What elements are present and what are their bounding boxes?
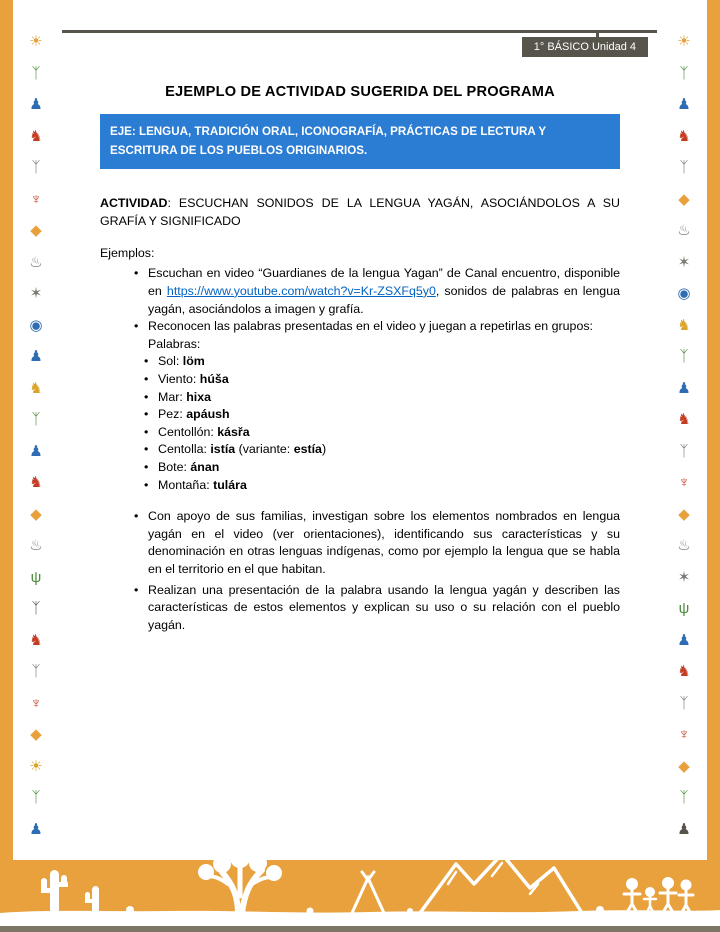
examples-heading: Ejemplos:	[100, 246, 155, 261]
fox-icon: ♞	[677, 411, 691, 429]
right-orange-border	[707, 0, 720, 932]
spiral-icon: ◉	[677, 285, 691, 303]
pot-icon: ♨	[29, 537, 43, 555]
presentation-bullet: • Realizan una presentación de la palabra usando la lengua yagán y describen las características de estos elementos y explican su uso o su relación con el pueblo yagán.	[148, 582, 620, 635]
family-bullet: • Con apoyo de sus familias, investigan sobre los elementos nombrados en lengua yagán en el video (ver orientaciones), identificando sus características y su denominación en otras lenguas indígenas, como por ejemplo la lengua que se habla en el territorio en el que habitan.	[148, 508, 620, 578]
video-bullet	[148, 265, 620, 318]
word-item: • Centolla: istía (variante: estía)	[158, 441, 620, 459]
youtube-link[interactable]: https://www.youtube.com/watch?v=Kr-ZSXFq5y0	[166, 283, 436, 298]
fox-icon: ♞	[29, 631, 43, 649]
pot-icon: ♨	[677, 537, 691, 555]
recognize-bullet	[148, 318, 620, 494]
figure-icon: ᛉ	[31, 159, 41, 177]
sun-icon: ☀	[29, 33, 43, 50]
fox-icon: ♞	[677, 663, 691, 681]
person-icon: ♟	[29, 442, 43, 460]
main-content	[100, 84, 620, 635]
bird-icon: ♆	[678, 726, 690, 744]
video-bullet-text-before: Escuchan en video “Guardianes de la lengua Yagan” de Canal encuentro, disponible en	[148, 266, 620, 298]
word-item: • Viento: húša	[158, 371, 620, 389]
person-icon: ♟	[677, 96, 691, 114]
fox-icon: ♞	[29, 474, 43, 492]
figure-icon: ᛉ	[31, 663, 41, 681]
star-icon: ✶	[677, 568, 691, 586]
left-orange-border	[0, 0, 13, 932]
person-icon: ♟	[677, 631, 691, 649]
lizard-icon: ᛉ	[679, 789, 689, 807]
diamond-icon: ◆	[30, 726, 42, 744]
bird-icon: ♆	[678, 474, 690, 492]
hut-silhouette	[352, 872, 384, 913]
lizard-icon: ᛉ	[31, 64, 41, 82]
header-rule	[62, 30, 657, 33]
lizard-icon: ᛉ	[31, 789, 41, 807]
video-bullet-text-after: , sonidos de palabras en lengua yagán, asociándolos a imagen y grafía.	[148, 283, 620, 316]
words-label: Palabras:	[148, 336, 201, 351]
word-list	[148, 353, 620, 494]
diamond-icon: ◆	[678, 190, 690, 208]
footer-illustration	[0, 860, 720, 932]
sun-icon: ☀	[677, 33, 691, 50]
ground-silhouette	[0, 910, 720, 926]
word-item: • Sol: löm	[158, 353, 620, 371]
diamond-icon: ◆	[30, 222, 42, 240]
bottom-bar	[0, 926, 720, 932]
recognize-bullet-text: Reconocen las palabras presentadas en el video y juegan a repetirlas en grupos:	[148, 319, 593, 334]
diamond-icon: ◆	[678, 757, 690, 775]
figure-icon: ᛉ	[679, 694, 689, 712]
left-icon-column	[13, 34, 59, 837]
activity-text: : ESCUCHAN SONIDOS DE LA LENGUA YAGÁN, ASOCIÁNDOLOS A SU GRAFÍA Y SIGNIFICADO	[100, 196, 620, 228]
cactus-icon: ψ	[678, 600, 690, 618]
word-item: • Pez: apáush	[158, 406, 620, 424]
landscape-svg	[0, 826, 720, 926]
pot-icon: ♨	[677, 222, 691, 240]
person-icon: ♟	[677, 379, 691, 397]
figure-icon: ᛉ	[679, 442, 689, 460]
cactus-silhouette	[41, 870, 99, 914]
word-item: • Bote: ánan	[158, 459, 620, 477]
word-item: • Montaña: tulára	[158, 477, 620, 495]
examples-list	[100, 265, 620, 634]
figure-icon: ᛉ	[679, 159, 689, 177]
bird-silhouette	[318, 839, 580, 846]
llama-icon: ♞	[29, 379, 43, 397]
mountains-silhouette	[420, 854, 582, 913]
star-icon: ✶	[677, 253, 691, 271]
figure-icon: ᛉ	[31, 600, 41, 618]
unit-badge: 1° BÁSICO Unidad 4	[522, 37, 648, 57]
star-icon: ✶	[29, 285, 43, 303]
people-silhouette	[624, 879, 693, 915]
word-item: • Centollón: kásřa	[158, 424, 620, 442]
sun-icon: ☀	[29, 757, 43, 775]
lizard-icon: ᛉ	[31, 411, 41, 429]
llama-icon: ♞	[677, 316, 691, 334]
diamond-icon: ◆	[30, 505, 42, 523]
word-item: • Mar: hixa	[158, 389, 620, 407]
fox-icon: ♞	[677, 127, 691, 145]
person-icon: ♟	[677, 820, 691, 838]
page-title: EJEMPLO DE ACTIVIDAD SUGERIDA DEL PROGRAMA	[165, 84, 555, 100]
lizard-icon: ᛉ	[679, 64, 689, 82]
spiral-icon: ◉	[29, 316, 43, 334]
person-icon: ♟	[29, 96, 43, 114]
right-icon-column	[661, 34, 707, 837]
cactus-icon: ψ	[30, 568, 42, 586]
tree-silhouette	[206, 866, 276, 914]
activity-paragraph	[100, 195, 620, 230]
person-icon: ♟	[29, 820, 43, 838]
bird-icon: ♆	[30, 694, 42, 712]
diamond-icon: ◆	[678, 505, 690, 523]
pot-icon: ♨	[29, 253, 43, 271]
activity-label: ACTIVIDAD	[100, 196, 168, 211]
person-icon: ♟	[29, 348, 43, 366]
fox-icon: ♞	[29, 127, 43, 145]
lizard-icon: ᛉ	[679, 348, 689, 366]
eje-banner: EJE: LENGUA, TRADICIÓN ORAL, ICONOGRAFÍA, PRÁCTICAS DE LECTURA Y ESCRITURA DE LOS PUEBLOS ORIGINARIOS.	[100, 114, 620, 169]
bird-icon: ♆	[30, 190, 42, 208]
